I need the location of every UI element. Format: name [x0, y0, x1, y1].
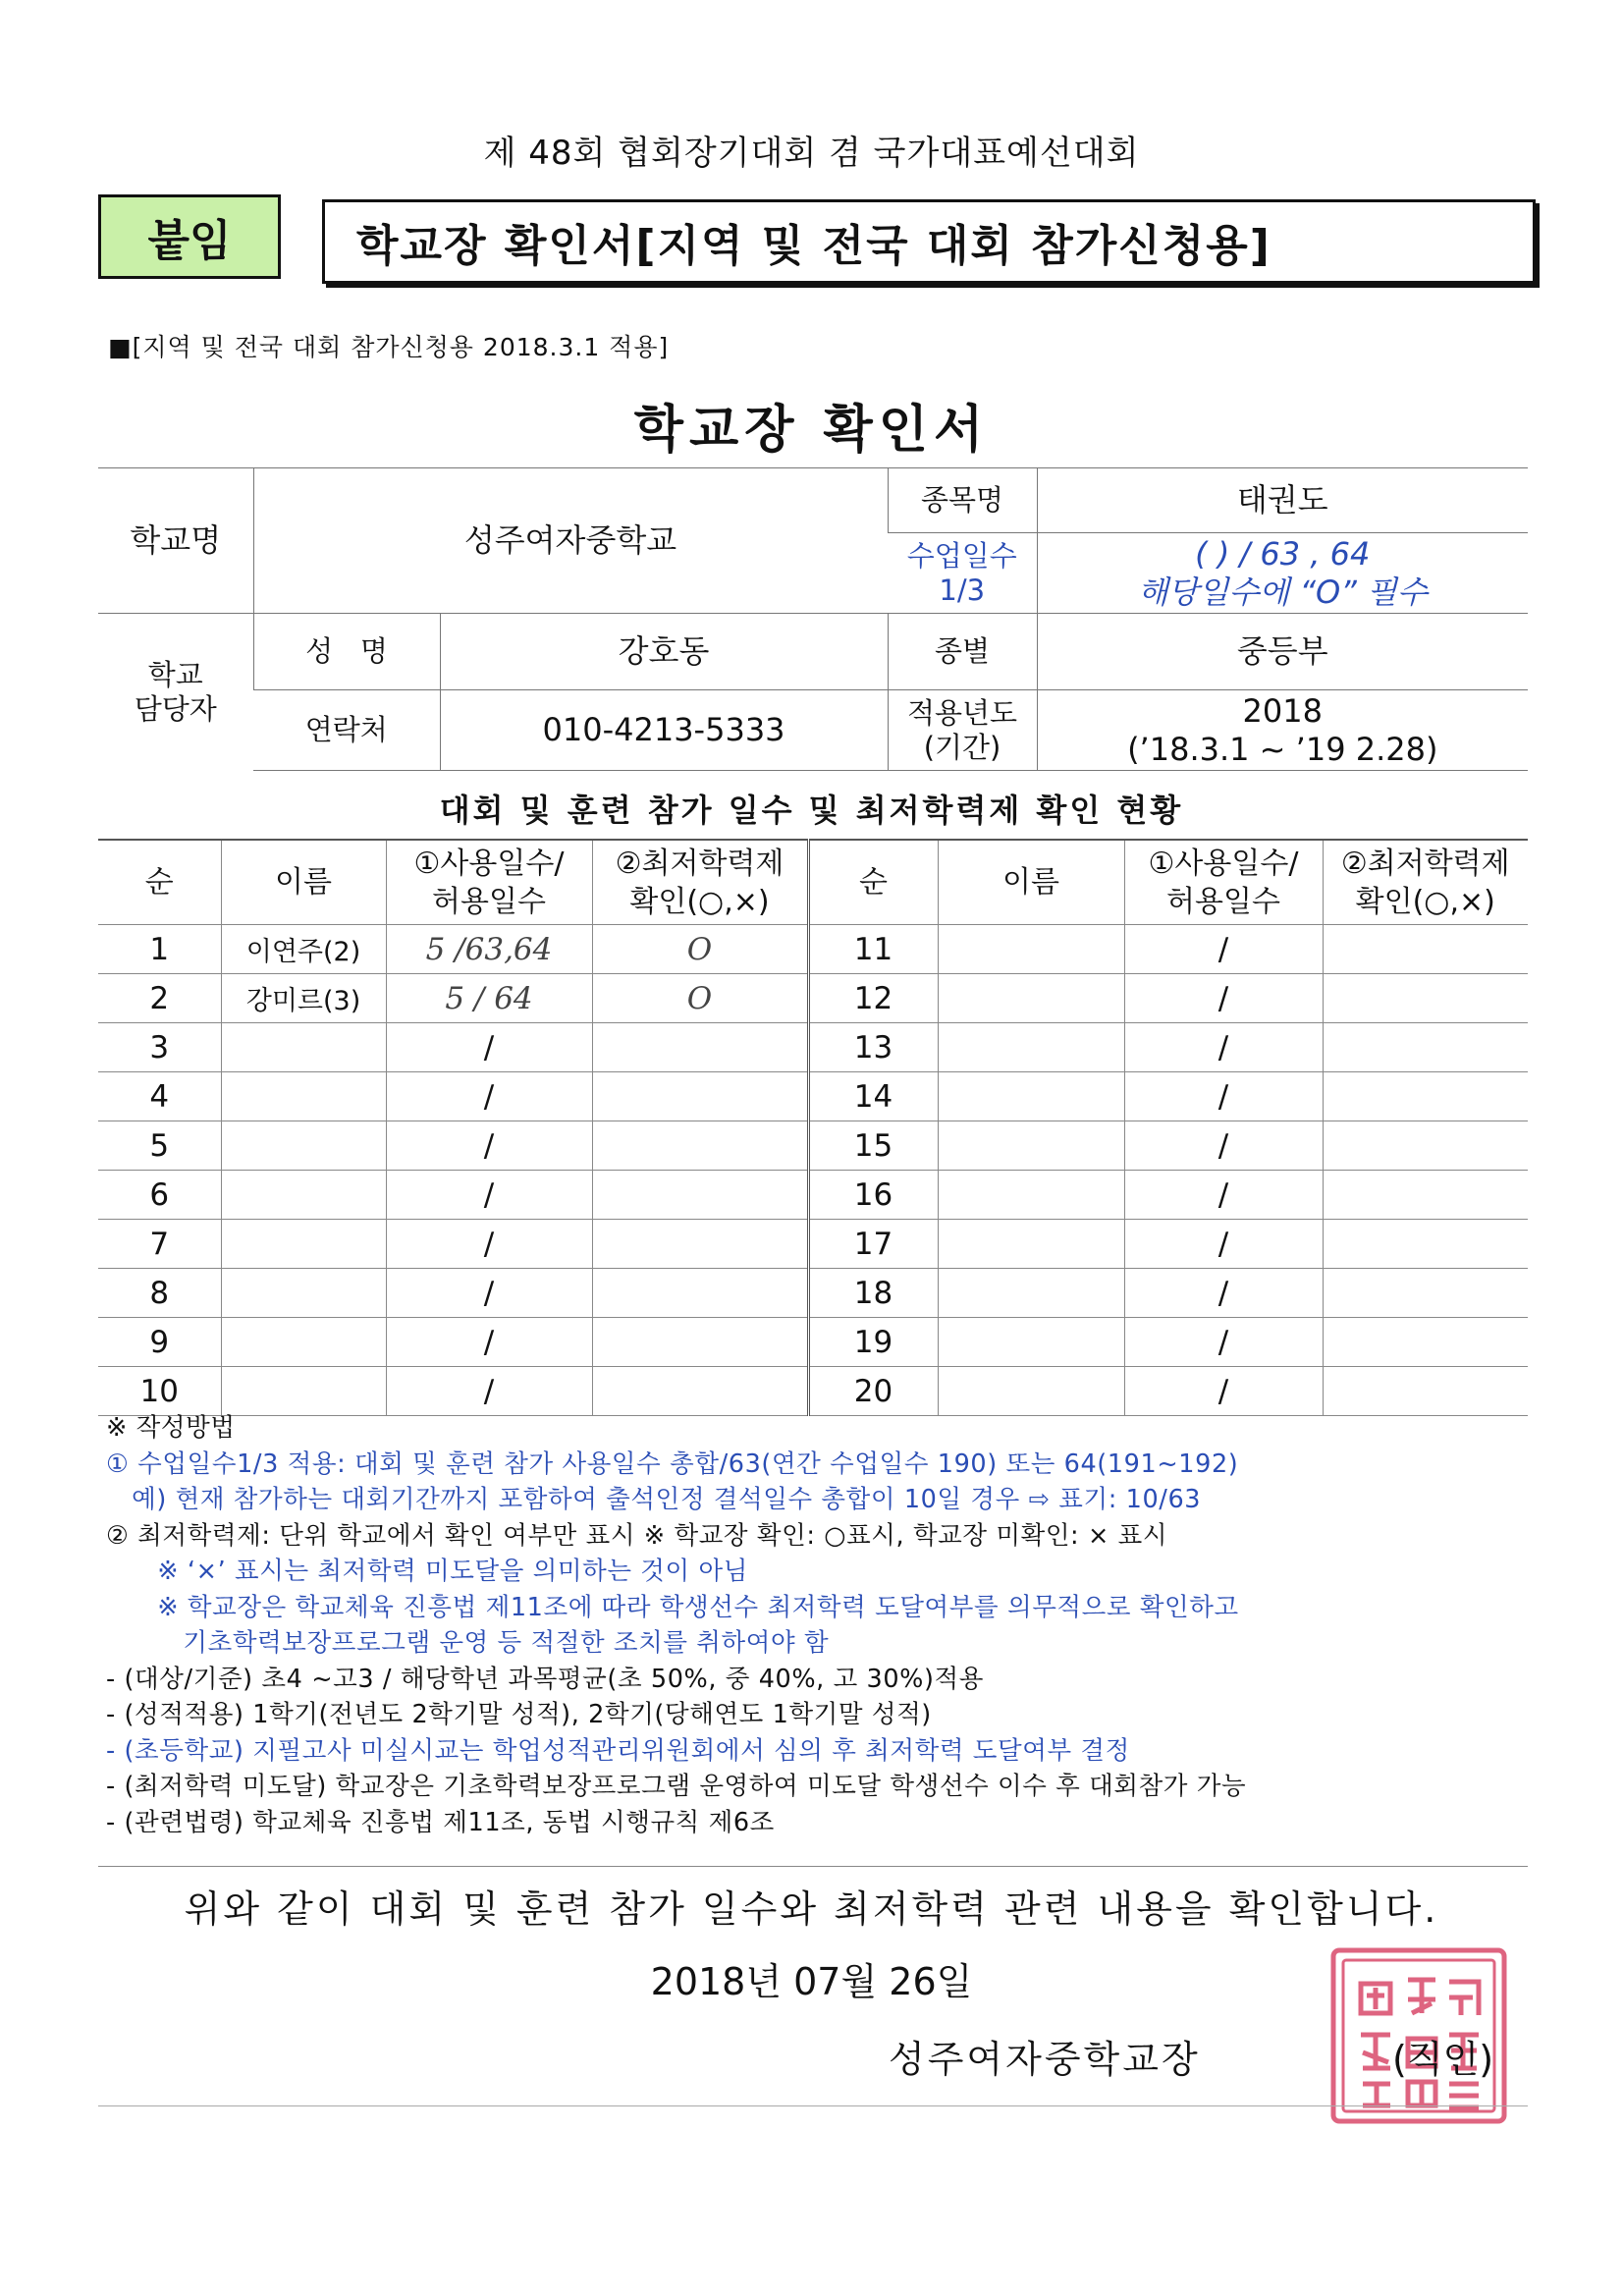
used-days: / [386, 1023, 592, 1072]
min-academic-check [1323, 1171, 1528, 1220]
athlete-name [938, 1023, 1124, 1072]
athlete-name: 이연주(2) [221, 925, 386, 974]
guide-line-5: ※ 학교장은 학교체육 진흥법 제11조에 따라 학생선수 최저학력 도달여부를 의무적으로 확인하고 [106, 1592, 1239, 1622]
principal-name: 성주여자중학교장 [889, 2038, 1201, 2081]
name-value: 강호동 [440, 614, 888, 690]
school-value: 성주여자중학교 [253, 468, 888, 614]
school-label: 학교명 [98, 468, 253, 614]
min-academic-check [1323, 1269, 1528, 1318]
row-number: 15 [808, 1121, 938, 1171]
year-value-line2: (’18.3.1 ~ ’19 2.28) [1127, 730, 1438, 768]
used-days: / [386, 1171, 592, 1220]
used-days: / [1124, 1269, 1323, 1318]
manager-label-line1: 학교 [147, 657, 203, 691]
min-academic-check [1323, 1023, 1528, 1072]
seal-label: (직인) [1392, 2038, 1494, 2081]
guide-line-2: 예) 현재 참가하는 대회기간까지 포함하여 출석인정 결석일수 총합이 10일 경우 ⇨ 표기: 10/63 [106, 1485, 1202, 1514]
used-days: / [386, 1220, 592, 1269]
header-title: 학교장 확인서[지역 및 전국 대회 참가신청용] [322, 199, 1536, 284]
table-row [98, 1072, 1528, 1121]
class-days-label-line2: 1/3 [939, 573, 986, 607]
min-academic-check [1323, 974, 1528, 1023]
athlete-name [221, 1171, 386, 1220]
row-number: 14 [808, 1072, 938, 1121]
min-academic-check [592, 1318, 808, 1367]
athlete-name [221, 1072, 386, 1121]
row-number: 6 [98, 1171, 221, 1220]
division-label: 종별 [888, 614, 1037, 690]
class-days-value-line1: ( ) / 63 , 64 [1195, 535, 1371, 574]
scope-note: ■[지역 및 전국 대회 참가신청용 2018.3.1 적용] [108, 333, 670, 361]
used-days: / [1124, 1171, 1323, 1220]
used-days: / [386, 1121, 592, 1171]
header-days-right [1124, 840, 1323, 925]
row-number: 17 [808, 1220, 938, 1269]
header-min [592, 840, 808, 925]
header-min-line1: ②최저학력제 [615, 846, 784, 881]
row-number: 7 [98, 1220, 221, 1269]
row-number: 13 [808, 1023, 938, 1072]
header-min-line2: 확인(○,×) [629, 884, 770, 919]
guide-line-6: 기초학력보장프로그램 운영 등 적절한 조치를 취하여야 함 [106, 1628, 830, 1658]
class-days-label-line1: 수업일수 [906, 538, 1017, 573]
min-academic-check [1323, 1318, 1528, 1367]
athlete-name [938, 1220, 1124, 1269]
row-number: 20 [808, 1367, 938, 1416]
min-academic-check: O [592, 974, 808, 1023]
header-no: 순 [98, 840, 221, 925]
table-row [98, 925, 1528, 974]
table-row [98, 1220, 1528, 1269]
min-academic-check [592, 1367, 808, 1416]
year-value [1037, 690, 1528, 771]
athlete-name [221, 1318, 386, 1367]
writing-guide [106, 1410, 1549, 1840]
name-label: 성 명 [253, 614, 440, 690]
row-number: 12 [808, 974, 938, 1023]
used-days: / [386, 1367, 592, 1416]
guide-line-9: - (초등학교) 지필고사 미실시교는 학업성적관리위원회에서 심의 후 최저학력 도달여부 결정 [106, 1735, 1130, 1766]
attachment-tag: 붙임 [98, 194, 281, 279]
min-academic-check [592, 1171, 808, 1220]
table-row [98, 1269, 1528, 1318]
row-number: 5 [98, 1121, 221, 1171]
year-label-line1: 적용년도 [906, 695, 1018, 730]
info-table [98, 467, 1528, 771]
used-days: / [1124, 1072, 1323, 1121]
table-row [98, 1318, 1528, 1367]
athlete-name [938, 974, 1124, 1023]
min-academic-check [592, 1023, 808, 1072]
guide-line-1: ① 수업일수1/3 적용: 대회 및 훈련 참가 사용일수 총합/63(연간 수업일수 190) 또는 64(191~192) [106, 1449, 1239, 1479]
manager-label [98, 614, 253, 771]
used-days: / [1124, 1121, 1323, 1171]
used-days: / [1124, 925, 1323, 974]
header-days-line2: 허용일수 [432, 884, 546, 919]
min-academic-check [1323, 1072, 1528, 1121]
event-title: 제 48회 협회장기대회 겸 국가대표예선대회 [483, 134, 1140, 173]
bottom-divider [98, 2105, 1528, 2106]
guide-line-10: - (최저학력 미도달) 학교장은 기초학력보장프로그램 운영하여 미도달 학생선수 이수 후 대회참가 가능 [106, 1772, 1247, 1801]
min-academic-check [1323, 1121, 1528, 1171]
min-academic-check [1323, 1220, 1528, 1269]
header-min-right-line2: 확인(○,×) [1355, 884, 1495, 919]
used-days: / [386, 1269, 592, 1318]
guide-line-7: - (대상/기준) 초4 ~고3 / 해당학년 과목평균(초 50%, 중 40%, 고 30%)적용 [106, 1664, 985, 1694]
divider [98, 1866, 1528, 1867]
row-number: 16 [808, 1171, 938, 1220]
athlete-name [221, 1367, 386, 1416]
division-value: 중등부 [1037, 614, 1528, 690]
header-no-right: 순 [808, 840, 938, 925]
class-days-value-line2: 해당일수에 “O” 필수 [1137, 573, 1428, 611]
row-number: 9 [98, 1318, 221, 1367]
header-min-right-line1: ②최저학력제 [1340, 846, 1510, 881]
class-days-value [1037, 533, 1528, 614]
contact-value: 010-4213-5333 [440, 690, 888, 771]
roster-table [98, 839, 1528, 1416]
athlete-name [938, 1367, 1124, 1416]
manager-label-line2: 담당자 [134, 691, 217, 726]
athlete-name [938, 1072, 1124, 1121]
header-min-right [1323, 840, 1528, 925]
roster-header-row [98, 840, 1528, 925]
sport-value: 태권도 [1037, 468, 1528, 533]
athlete-name [221, 1269, 386, 1318]
athlete-name: 강미르(3) [221, 974, 386, 1023]
athlete-name [938, 1171, 1124, 1220]
used-days: 5 / 64 [386, 974, 592, 1023]
athlete-name [938, 1318, 1124, 1367]
header-name-right: 이름 [938, 840, 1124, 925]
guide-line-4: ※ ‘×’ 표시는 최저학력 미도달을 의미하는 것이 아님 [106, 1557, 748, 1586]
guide-heading: ※ 작성방법 [106, 1413, 236, 1443]
row-number: 11 [808, 925, 938, 974]
guide-line-8: - (성적적용) 1학기(전년도 2학기말 성적), 2학기(당해연도 1학기말 성적) [106, 1700, 932, 1729]
min-academic-check [592, 1121, 808, 1171]
row-number: 8 [98, 1269, 221, 1318]
row-number: 2 [98, 974, 221, 1023]
confirmation-statement: 위와 같이 대회 및 훈련 참가 일수와 최저학력 관련 내용을 확인합니다. [184, 1887, 1439, 1931]
table-row [98, 974, 1528, 1023]
min-academic-check [1323, 925, 1528, 974]
sport-label: 종목명 [888, 468, 1037, 533]
header-days-right-line1: ①사용일수/ [1148, 846, 1299, 881]
row-number: 4 [98, 1072, 221, 1121]
used-days: / [1124, 1367, 1323, 1416]
min-academic-check [592, 1269, 808, 1318]
athlete-name [221, 1220, 386, 1269]
min-academic-check: O [592, 925, 808, 974]
min-academic-check [1323, 1367, 1528, 1416]
row-number: 10 [98, 1367, 221, 1416]
document-title: 학교장 확인서 [633, 401, 990, 460]
section-title: 대회 및 훈련 참가 일수 및 최저학력제 확인 현황 [439, 792, 1184, 829]
year-value-line1: 2018 [1242, 692, 1323, 731]
guide-line-11: - (관련법령) 학교체육 진흥법 제11조, 동법 시행규칙 제6조 [106, 1807, 775, 1837]
class-days-label [888, 533, 1037, 614]
issue-date: 2018년 07월 26일 [650, 1960, 973, 2003]
header-days [386, 840, 592, 925]
header-days-line1: ①사용일수/ [413, 846, 565, 881]
athlete-name [938, 1121, 1124, 1171]
year-label-line2: (기간) [923, 730, 1001, 764]
row-number: 1 [98, 925, 221, 974]
table-row [98, 1121, 1528, 1171]
used-days: / [386, 1318, 592, 1367]
used-days: / [1124, 1023, 1323, 1072]
header-days-right-line2: 허용일수 [1166, 884, 1280, 919]
athlete-name [938, 1269, 1124, 1318]
athlete-name [221, 1023, 386, 1072]
used-days: / [1124, 1220, 1323, 1269]
used-days: / [1124, 974, 1323, 1023]
athlete-name [221, 1121, 386, 1171]
contact-label: 연락처 [253, 690, 440, 771]
table-row [98, 1367, 1528, 1416]
table-row [98, 1171, 1528, 1220]
row-number: 3 [98, 1023, 221, 1072]
header-name: 이름 [221, 840, 386, 925]
used-days: 5 /63,64 [386, 925, 592, 974]
guide-line-3: ② 최저학력제: 단위 학교에서 확인 여부만 표시 ※ 학교장 확인: ○표시, 학교장 미확인: × 표시 [106, 1520, 1168, 1551]
used-days: / [1124, 1318, 1323, 1367]
athlete-name [938, 925, 1124, 974]
table-row [98, 1023, 1528, 1072]
year-label [888, 690, 1037, 771]
min-academic-check [592, 1220, 808, 1269]
row-number: 19 [808, 1318, 938, 1367]
used-days: / [386, 1072, 592, 1121]
min-academic-check [592, 1072, 808, 1121]
row-number: 18 [808, 1269, 938, 1318]
